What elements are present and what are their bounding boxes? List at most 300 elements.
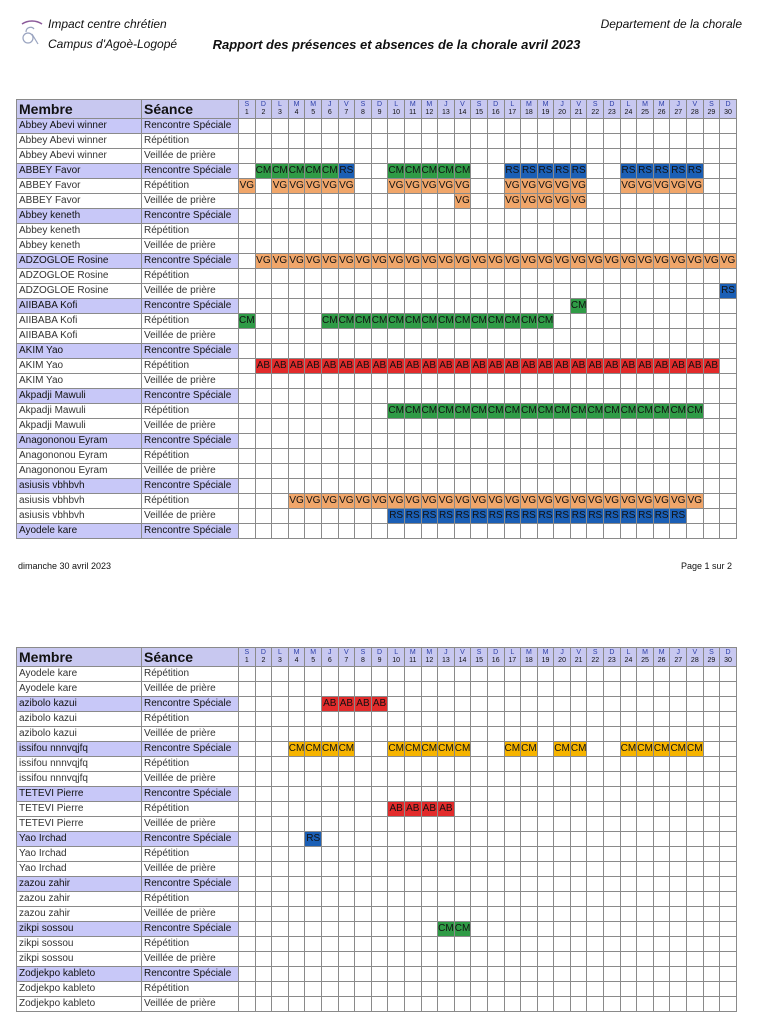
- day-cell: [355, 997, 372, 1012]
- column-header-day-13: J 13: [438, 100, 455, 119]
- day-cell: [620, 817, 637, 832]
- day-cell: [355, 727, 372, 742]
- attendance-mark: RS: [637, 509, 654, 524]
- footer-date: dimanche 30 avril 2023: [18, 561, 112, 571]
- day-cell: [355, 967, 372, 982]
- day-cell: [670, 817, 687, 832]
- column-header-day-15: S 15: [471, 100, 488, 119]
- member-name-cell: Yao Irchad: [17, 862, 142, 877]
- seance-cell: Rencontre Spéciale: [142, 524, 239, 539]
- day-cell: [272, 757, 289, 772]
- attendance-mark: CM: [687, 742, 704, 757]
- day-cell: [604, 802, 621, 817]
- column-header-day-6: J 6: [321, 100, 338, 119]
- day-cell: [305, 907, 322, 922]
- day-cell: [338, 682, 355, 697]
- day-cell: [587, 967, 604, 982]
- day-cell: [239, 967, 256, 982]
- day-cell: [637, 937, 654, 952]
- member-name-cell: AKIM Yao: [17, 374, 142, 389]
- column-header-day-23: D 23: [604, 648, 621, 667]
- day-cell: [239, 982, 256, 997]
- day-cell: [703, 892, 720, 907]
- day-cell: [404, 997, 421, 1012]
- day-cell: [438, 832, 455, 847]
- day-cell: [454, 832, 471, 847]
- seance-cell: Répétition: [142, 449, 239, 464]
- day-cell: [587, 682, 604, 697]
- day-cell: [421, 757, 438, 772]
- attendance-mark: CM: [404, 742, 421, 757]
- day-cell: [454, 682, 471, 697]
- day-cell: [653, 877, 670, 892]
- day-cell: [338, 667, 355, 682]
- member-name-cell: issifou nnnvqjfq: [17, 742, 142, 757]
- day-cell: [637, 967, 654, 982]
- day-cell: [272, 682, 289, 697]
- day-cell: [255, 667, 272, 682]
- attendance-mark: VG: [321, 494, 338, 509]
- column-header-day-1: S 1: [239, 100, 256, 119]
- day-cell: [604, 712, 621, 727]
- day-cell: [504, 832, 521, 847]
- seance-cell: Veillée de prière: [142, 284, 239, 299]
- member-name-cell: Anagononou Eyram: [17, 449, 142, 464]
- attendance-mark: CM: [404, 164, 421, 179]
- day-cell: [521, 907, 538, 922]
- attendance-mark: VG: [687, 254, 704, 269]
- table-row: [17, 922, 737, 937]
- attendance-mark: AB: [471, 359, 488, 374]
- day-cell: [670, 862, 687, 877]
- column-header-day-7: V 7: [338, 100, 355, 119]
- day-cell: [371, 742, 388, 757]
- day-cell: [620, 682, 637, 697]
- report-title: Rapport des présences et absences de la chorale avril 2023: [212, 37, 581, 52]
- table-row: [17, 667, 737, 682]
- day-cell: [338, 907, 355, 922]
- day-cell: [404, 697, 421, 712]
- day-cell: [272, 832, 289, 847]
- day-cell: [471, 757, 488, 772]
- table-row: [17, 817, 737, 832]
- attendance-mark: CM: [355, 314, 372, 329]
- attendance-mark: CM: [537, 314, 554, 329]
- day-cell: [720, 712, 737, 727]
- day-cell: [371, 982, 388, 997]
- attendance-mark: AB: [570, 359, 587, 374]
- day-cell: [554, 952, 571, 967]
- day-cell: [670, 832, 687, 847]
- table-row: [17, 877, 737, 892]
- day-cell: [404, 922, 421, 937]
- column-header-day-24: L 24: [620, 100, 637, 119]
- day-cell: [537, 772, 554, 787]
- day-cell: [653, 667, 670, 682]
- day-cell: [454, 847, 471, 862]
- attendance-mark: VG: [521, 179, 538, 194]
- day-cell: [471, 922, 488, 937]
- day-cell: [239, 952, 256, 967]
- day-cell: [438, 847, 455, 862]
- day-cell: [388, 952, 405, 967]
- day-cell: [438, 727, 455, 742]
- day-cell: [288, 937, 305, 952]
- attendance-mark: VG: [388, 179, 405, 194]
- day-cell: [255, 907, 272, 922]
- day-cell: [404, 892, 421, 907]
- day-cell: [570, 847, 587, 862]
- day-cell: [720, 847, 737, 862]
- day-cell: [687, 682, 704, 697]
- day-cell: [421, 817, 438, 832]
- member-name-cell: TETEVI Pierre: [17, 817, 142, 832]
- seance-cell: Veillée de prière: [142, 374, 239, 389]
- day-cell: [703, 757, 720, 772]
- day-cell: [554, 697, 571, 712]
- day-cell: [637, 847, 654, 862]
- member-name-cell: Yao Irchad: [17, 847, 142, 862]
- seance-cell: Répétition: [142, 404, 239, 419]
- attendance-mark: VG: [438, 494, 455, 509]
- day-cell: [620, 877, 637, 892]
- day-cell: [521, 832, 538, 847]
- day-cell: [703, 877, 720, 892]
- day-cell: [272, 772, 289, 787]
- day-cell: [570, 727, 587, 742]
- day-cell: [670, 967, 687, 982]
- day-cell: [338, 952, 355, 967]
- column-header-day-29: S 29: [703, 648, 720, 667]
- attendance-mark: RS: [604, 509, 621, 524]
- day-cell: [521, 892, 538, 907]
- day-cell: [471, 832, 488, 847]
- column-header-day-4: M 4: [288, 648, 305, 667]
- day-cell: [504, 967, 521, 982]
- day-cell: [604, 847, 621, 862]
- day-cell: [471, 862, 488, 877]
- day-cell: [471, 937, 488, 952]
- day-cell: [620, 727, 637, 742]
- attendance-mark: RS: [471, 509, 488, 524]
- seance-cell: Rencontre Spéciale: [142, 434, 239, 449]
- day-cell: [438, 937, 455, 952]
- day-cell: [653, 907, 670, 922]
- day-cell: [471, 727, 488, 742]
- member-name-cell: Ayodele kare: [17, 667, 142, 682]
- day-cell: [653, 832, 670, 847]
- day-cell: [487, 937, 504, 952]
- table-row: [17, 757, 737, 772]
- day-cell: [421, 922, 438, 937]
- column-header-day-8: S 8: [355, 648, 372, 667]
- member-name-cell: azibolo kazui: [17, 697, 142, 712]
- member-name-cell: TETEVI Pierre: [17, 802, 142, 817]
- attendance-mark: CM: [321, 164, 338, 179]
- day-cell: [537, 727, 554, 742]
- attendance-mark: CM: [388, 314, 405, 329]
- attendance-mark: CM: [404, 314, 421, 329]
- day-cell: [653, 922, 670, 937]
- attendance-mark: RS: [487, 509, 504, 524]
- day-cell: [338, 892, 355, 907]
- day-cell: [554, 877, 571, 892]
- day-cell: [587, 847, 604, 862]
- day-cell: [687, 847, 704, 862]
- day-cell: [355, 682, 372, 697]
- day-cell: [504, 787, 521, 802]
- day-cell: [637, 682, 654, 697]
- day-cell: [554, 937, 571, 952]
- seance-cell: Rencontre Spéciale: [142, 389, 239, 404]
- day-cell: [272, 922, 289, 937]
- day-cell: [388, 832, 405, 847]
- day-cell: [487, 667, 504, 682]
- attendance-mark: RS: [438, 509, 455, 524]
- day-cell: [521, 802, 538, 817]
- attendance-mark: VG: [587, 254, 604, 269]
- attendance-mark: VG: [504, 494, 521, 509]
- attendance-mark: VG: [338, 494, 355, 509]
- seance-cell: Répétition: [142, 802, 239, 817]
- day-cell: [454, 667, 471, 682]
- day-cell: [272, 892, 289, 907]
- day-cell: [272, 742, 289, 757]
- day-cell: [521, 967, 538, 982]
- day-cell: [637, 817, 654, 832]
- attendance-mark: AB: [321, 359, 338, 374]
- attendance-mark: CM: [570, 299, 587, 314]
- attendance-mark: VG: [554, 194, 571, 209]
- day-cell: [371, 907, 388, 922]
- member-name-cell: Abbey keneth: [17, 224, 142, 239]
- member-name-cell: ABBEY Favor: [17, 179, 142, 194]
- attendance-mark: AB: [355, 697, 372, 712]
- day-cell: [239, 802, 256, 817]
- day-cell: [653, 757, 670, 772]
- member-name-cell: Abbey keneth: [17, 209, 142, 224]
- day-cell: [471, 997, 488, 1012]
- seance-cell: Répétition: [142, 269, 239, 284]
- member-name-cell: Abbey keneth: [17, 239, 142, 254]
- day-cell: [388, 877, 405, 892]
- seance-cell: Veillée de prière: [142, 862, 239, 877]
- attendance-mark: VG: [504, 194, 521, 209]
- attendance-mark: CM: [554, 404, 571, 419]
- column-header-day-19: M 19: [537, 100, 554, 119]
- day-cell: [288, 997, 305, 1012]
- day-cell: [239, 877, 256, 892]
- attendance-mark: AB: [637, 359, 654, 374]
- day-cell: [703, 922, 720, 937]
- seance-cell: Rencontre Spéciale: [142, 164, 239, 179]
- attendance-mark: VG: [521, 494, 538, 509]
- attendance-mark: AB: [438, 359, 455, 374]
- attendance-mark: RS: [554, 164, 571, 179]
- column-header-member: Membre: [17, 648, 142, 667]
- attendance-mark: CM: [620, 404, 637, 419]
- day-cell: [338, 832, 355, 847]
- day-cell: [239, 667, 256, 682]
- attendance-mark: VG: [355, 254, 372, 269]
- day-cell: [255, 742, 272, 757]
- day-cell: [438, 682, 455, 697]
- member-name-cell: AIIBABA Kofi: [17, 329, 142, 344]
- seance-cell: Rencontre Spéciale: [142, 209, 239, 224]
- day-cell: [355, 667, 372, 682]
- column-header-day-24: L 24: [620, 648, 637, 667]
- day-cell: [388, 787, 405, 802]
- day-cell: [687, 922, 704, 937]
- attendance-mark: CM: [521, 742, 538, 757]
- day-cell: [487, 922, 504, 937]
- seance-cell: Répétition: [142, 757, 239, 772]
- attendance-mark: CM: [438, 314, 455, 329]
- day-cell: [388, 937, 405, 952]
- attendance-mark: VG: [421, 179, 438, 194]
- day-cell: [554, 922, 571, 937]
- day-cell: [454, 877, 471, 892]
- day-cell: [504, 712, 521, 727]
- day-cell: [239, 922, 256, 937]
- day-cell: [388, 682, 405, 697]
- day-cell: [338, 757, 355, 772]
- day-cell: [487, 997, 504, 1012]
- day-cell: [570, 802, 587, 817]
- day-cell: [604, 967, 621, 982]
- day-cell: [321, 682, 338, 697]
- day-cell: [338, 997, 355, 1012]
- day-cell: [288, 802, 305, 817]
- day-cell: [537, 937, 554, 952]
- day-cell: [255, 697, 272, 712]
- table-row: [17, 772, 737, 787]
- day-cell: [637, 862, 654, 877]
- column-header-day-28: V 28: [687, 100, 704, 119]
- day-cell: [421, 997, 438, 1012]
- day-cell: [604, 922, 621, 937]
- attendance-mark: CM: [504, 314, 521, 329]
- day-cell: [471, 982, 488, 997]
- day-cell: [637, 907, 654, 922]
- member-name-cell: Akpadji Mawuli: [17, 389, 142, 404]
- day-cell: [587, 757, 604, 772]
- day-cell: [653, 862, 670, 877]
- day-cell: [371, 877, 388, 892]
- day-cell: [504, 937, 521, 952]
- member-name-cell: Zodjekpo kableto: [17, 982, 142, 997]
- day-cell: [487, 742, 504, 757]
- day-cell: [239, 772, 256, 787]
- day-cell: [653, 952, 670, 967]
- day-cell: [471, 817, 488, 832]
- day-cell: [703, 862, 720, 877]
- day-cell: [620, 832, 637, 847]
- day-cell: [338, 712, 355, 727]
- member-name-cell: asiusis vbhbvh: [17, 479, 142, 494]
- table-row: [17, 952, 737, 967]
- day-cell: [454, 727, 471, 742]
- attendance-mark: RS: [620, 164, 637, 179]
- day-cell: [321, 727, 338, 742]
- day-cell: [537, 757, 554, 772]
- day-cell: [687, 862, 704, 877]
- day-cell: [471, 847, 488, 862]
- day-cell: [587, 787, 604, 802]
- attendance-mark: CM: [487, 314, 504, 329]
- day-cell: [355, 922, 372, 937]
- day-cell: [421, 862, 438, 877]
- day-cell: [438, 877, 455, 892]
- day-cell: [288, 757, 305, 772]
- department-label: Departement de la chorale: [600, 17, 742, 31]
- column-header-day-30: D 30: [720, 100, 737, 119]
- seance-cell: Rencontre Spéciale: [142, 787, 239, 802]
- day-cell: [537, 832, 554, 847]
- day-cell: [537, 877, 554, 892]
- attendance-mark: AB: [404, 802, 421, 817]
- day-cell: [454, 997, 471, 1012]
- attendance-mark: AB: [404, 359, 421, 374]
- day-cell: [587, 802, 604, 817]
- day-cell: [288, 877, 305, 892]
- day-cell: [438, 967, 455, 982]
- attendance-mark: VG: [653, 179, 670, 194]
- attendance-mark: VG: [305, 254, 322, 269]
- day-cell: [454, 937, 471, 952]
- day-cell: [471, 787, 488, 802]
- attendance-mark: VG: [404, 254, 421, 269]
- day-cell: [288, 982, 305, 997]
- attendance-mark: RS: [404, 509, 421, 524]
- attendance-mark: AB: [703, 359, 720, 374]
- day-cell: [687, 697, 704, 712]
- attendance-mark: AB: [255, 359, 272, 374]
- day-cell: [239, 907, 256, 922]
- seance-cell: Rencontre Spéciale: [142, 967, 239, 982]
- day-cell: [537, 952, 554, 967]
- table-row: [17, 727, 737, 742]
- day-cell: [620, 757, 637, 772]
- day-cell: [587, 892, 604, 907]
- attendance-mark: CM: [338, 742, 355, 757]
- day-cell: [255, 802, 272, 817]
- attendance-mark: RS: [305, 832, 322, 847]
- attendance-mark: VG: [620, 179, 637, 194]
- day-cell: [587, 922, 604, 937]
- attendance-mark: CM: [255, 164, 272, 179]
- day-cell: [404, 787, 421, 802]
- day-cell: [471, 907, 488, 922]
- day-cell: [720, 667, 737, 682]
- member-name-cell: asiusis vbhbvh: [17, 494, 142, 509]
- attendance-mark: VG: [288, 254, 305, 269]
- day-cell: [504, 892, 521, 907]
- member-name-cell: zazou zahir: [17, 892, 142, 907]
- day-cell: [305, 727, 322, 742]
- day-cell: [687, 802, 704, 817]
- day-cell: [438, 817, 455, 832]
- day-cell: [272, 862, 289, 877]
- seance-cell: Veillée de prière: [142, 419, 239, 434]
- day-cell: [487, 727, 504, 742]
- member-name-cell: ADZOGLOE Rosine: [17, 284, 142, 299]
- day-cell: [554, 682, 571, 697]
- day-cell: [371, 817, 388, 832]
- day-cell: [288, 787, 305, 802]
- day-cell: [272, 847, 289, 862]
- column-header-day-20: J 20: [554, 100, 571, 119]
